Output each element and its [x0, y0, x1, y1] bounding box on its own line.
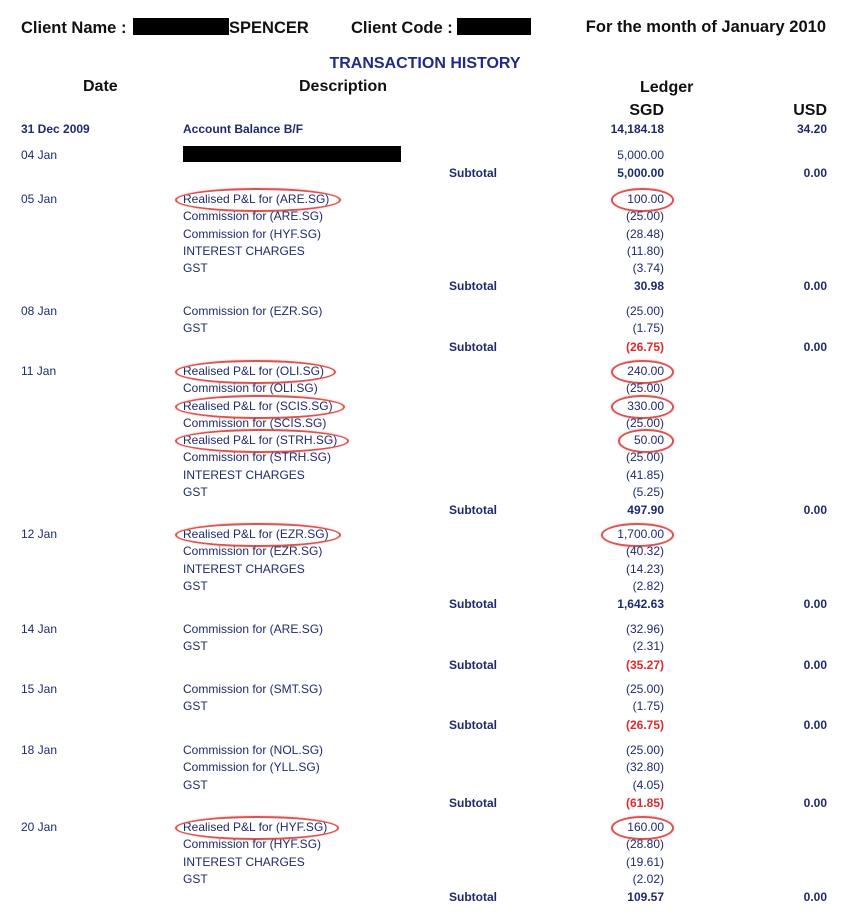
entry-description: Commission for (SMT.SG)	[183, 682, 323, 696]
row-date: 05 Jan	[21, 192, 58, 206]
entry-sgd-amount: (5.25)	[632, 485, 664, 499]
entry-sgd-amount: (2.31)	[632, 639, 664, 653]
entry-sgd-amount: (25.00)	[625, 743, 664, 757]
subtotal-sgd: (26.75)	[625, 340, 664, 354]
opening-description: Account Balance B/F	[183, 122, 304, 136]
entry-sgd-amount: (25.00)	[625, 381, 664, 395]
subtotal-sgd: 497.90	[627, 503, 664, 517]
entry-description: Realised P&L for (HYF.SG)	[183, 820, 328, 834]
subtotal-sgd: 1,642.63	[617, 597, 664, 611]
entry-description: Commission for (ARE.SG)	[183, 622, 324, 636]
entry-description: Commission for (HYF.SG)	[183, 227, 322, 241]
subtotal-usd: 0.00	[803, 658, 827, 672]
subtotal-sgd: 109.57	[627, 890, 664, 904]
entry-description: Commission for (STRH.SG)	[183, 450, 332, 464]
entry-sgd-amount: (2.02)	[632, 872, 664, 886]
row-date: 11 Jan	[21, 364, 57, 378]
entry-description: Commission for (EZR.SG)	[183, 544, 323, 558]
entry-sgd-amount: (25.00)	[625, 304, 664, 318]
entry-sgd-amount: 1,700.00	[617, 527, 664, 541]
subtotal-label: Subtotal	[449, 718, 497, 732]
entry-description: Commission for (EZR.SG)	[183, 304, 323, 318]
subtotal-usd: 0.00	[803, 503, 827, 517]
entry-description: Realised P&L for (ARE.SG)	[183, 192, 330, 206]
opening-usd: 34.20	[796, 122, 827, 136]
entry-sgd-amount: (25.00)	[625, 450, 664, 464]
opening-sgd: 14,184.18	[610, 122, 664, 136]
entry-description: Commission for (SCIS.SG)	[183, 416, 327, 430]
client-name-label: Client Name :	[21, 19, 127, 37]
entry-description: Commission for (YLL.SG)	[183, 760, 320, 774]
entry-description: Commission for (NOL.SG)	[183, 743, 324, 757]
entry-description: Commission for (OLI.SG)	[183, 381, 318, 395]
client-name-field	[21, 18, 309, 38]
subtotal-sgd: (26.75)	[625, 718, 664, 732]
entry-description: INTEREST CHARGES	[183, 244, 305, 258]
entry-description: Realised P&L for (OLI.SG)	[183, 364, 324, 378]
entry-sgd-amount: 240.00	[627, 364, 664, 378]
entry-description: INTEREST CHARGES	[183, 855, 305, 869]
entry-sgd-amount: (1.75)	[632, 321, 664, 335]
entry-sgd-amount: (3.74)	[632, 261, 664, 275]
entry-sgd-amount: (11.80)	[626, 244, 664, 258]
subtotal-usd: 0.00	[803, 166, 827, 180]
entry-sgd-amount: (32.96)	[625, 622, 664, 636]
entry-sgd-amount: (28.80)	[625, 837, 664, 851]
entry-sgd-amount: (14.23)	[625, 562, 664, 576]
entry-sgd-amount: 5,000.00	[617, 148, 664, 162]
column-header-description: Description	[299, 78, 388, 95]
entry-sgd-amount: (4.05)	[632, 778, 664, 792]
entry-sgd-amount: (41.85)	[625, 468, 664, 482]
entry-description: GST	[183, 485, 208, 499]
subtotal-sgd: (61.85)	[625, 796, 664, 810]
subtotal-usd: 0.00	[803, 279, 827, 293]
page-title: TRANSACTION HISTORY	[329, 55, 521, 72]
subtotal-sgd: 5,000.00	[617, 166, 664, 180]
subtotal-usd: 0.00	[803, 890, 827, 904]
entry-sgd-amount: (28.48)	[625, 227, 664, 241]
column-header-ledger: Ledger	[640, 79, 694, 96]
subtotal-usd: 0.00	[803, 597, 827, 611]
column-header-date: Date	[83, 78, 118, 95]
entry-description: GST	[183, 778, 208, 792]
entry-description: Realised P&L for (SCIS.SG)	[183, 399, 333, 413]
entry-sgd-amount: (25.00)	[625, 682, 664, 696]
entry-description: Commission for (HYF.SG)	[183, 837, 322, 851]
entry-sgd-amount: 100.00	[627, 192, 664, 206]
redacted-client-code	[457, 18, 531, 35]
subtotal-label: Subtotal	[449, 890, 497, 904]
redacted-description	[183, 146, 401, 162]
entry-sgd-amount: 330.00	[627, 399, 664, 413]
row-date: 14 Jan	[21, 622, 58, 636]
entry-sgd-amount: (40.32)	[625, 544, 664, 558]
entry-description: GST	[183, 261, 208, 275]
entry-description: GST	[183, 872, 208, 886]
entry-description: GST	[183, 699, 208, 713]
subtotal-label: Subtotal	[449, 796, 497, 810]
subtotal-usd: 0.00	[803, 796, 827, 810]
entry-sgd-amount: (19.61)	[625, 855, 664, 869]
entry-sgd-amount: 160.00	[627, 820, 664, 834]
subtotal-usd: 0.00	[803, 340, 827, 354]
entry-description: Realised P&L for (EZR.SG)	[183, 527, 329, 541]
entry-sgd-amount: (25.00)	[625, 416, 664, 430]
opening-date: 31 Dec 2009	[21, 122, 90, 136]
subtotal-label: Subtotal	[449, 166, 497, 180]
entry-sgd-amount: 50.00	[633, 433, 664, 447]
subtotal-label: Subtotal	[449, 658, 497, 672]
entry-sgd-amount: (2.82)	[632, 579, 664, 593]
row-date: 12 Jan	[21, 527, 58, 541]
subtotal-label: Subtotal	[449, 340, 497, 354]
redacted-client-name	[133, 18, 229, 35]
entry-description: INTEREST CHARGES	[183, 468, 305, 482]
column-header-usd: USD	[793, 102, 827, 119]
row-date: 18 Jan	[21, 743, 58, 757]
entry-description: Realised P&L for (STRH.SG)	[183, 433, 338, 447]
subtotal-sgd: (35.27)	[625, 658, 664, 672]
entry-description: GST	[183, 639, 208, 653]
subtotal-label: Subtotal	[449, 597, 497, 611]
client-code-label: Client Code :	[351, 19, 453, 37]
subtotal-sgd: 30.98	[633, 279, 664, 293]
entry-sgd-amount: (1.75)	[632, 699, 664, 713]
row-date: 20 Jan	[21, 820, 58, 834]
column-header-sgd: SGD	[629, 102, 664, 119]
entry-sgd-amount: (32.80)	[625, 760, 664, 774]
client-code-field	[351, 18, 531, 38]
subtotal-label: Subtotal	[449, 279, 497, 293]
entry-sgd-amount: (25.00)	[625, 209, 664, 223]
statement-period: For the month of January 2010	[585, 18, 826, 36]
subtotal-label: Subtotal	[449, 503, 497, 517]
client-name-suffix: SPENCER	[229, 19, 309, 37]
entry-description: INTEREST CHARGES	[183, 562, 305, 576]
entry-description: Commission for (ARE.SG)	[183, 209, 324, 223]
row-date: 15 Jan	[21, 682, 58, 696]
entry-description: GST	[183, 579, 208, 593]
entry-description: GST	[183, 321, 208, 335]
row-date: 04 Jan	[21, 148, 58, 162]
row-date: 08 Jan	[21, 304, 58, 318]
subtotal-usd: 0.00	[803, 718, 827, 732]
